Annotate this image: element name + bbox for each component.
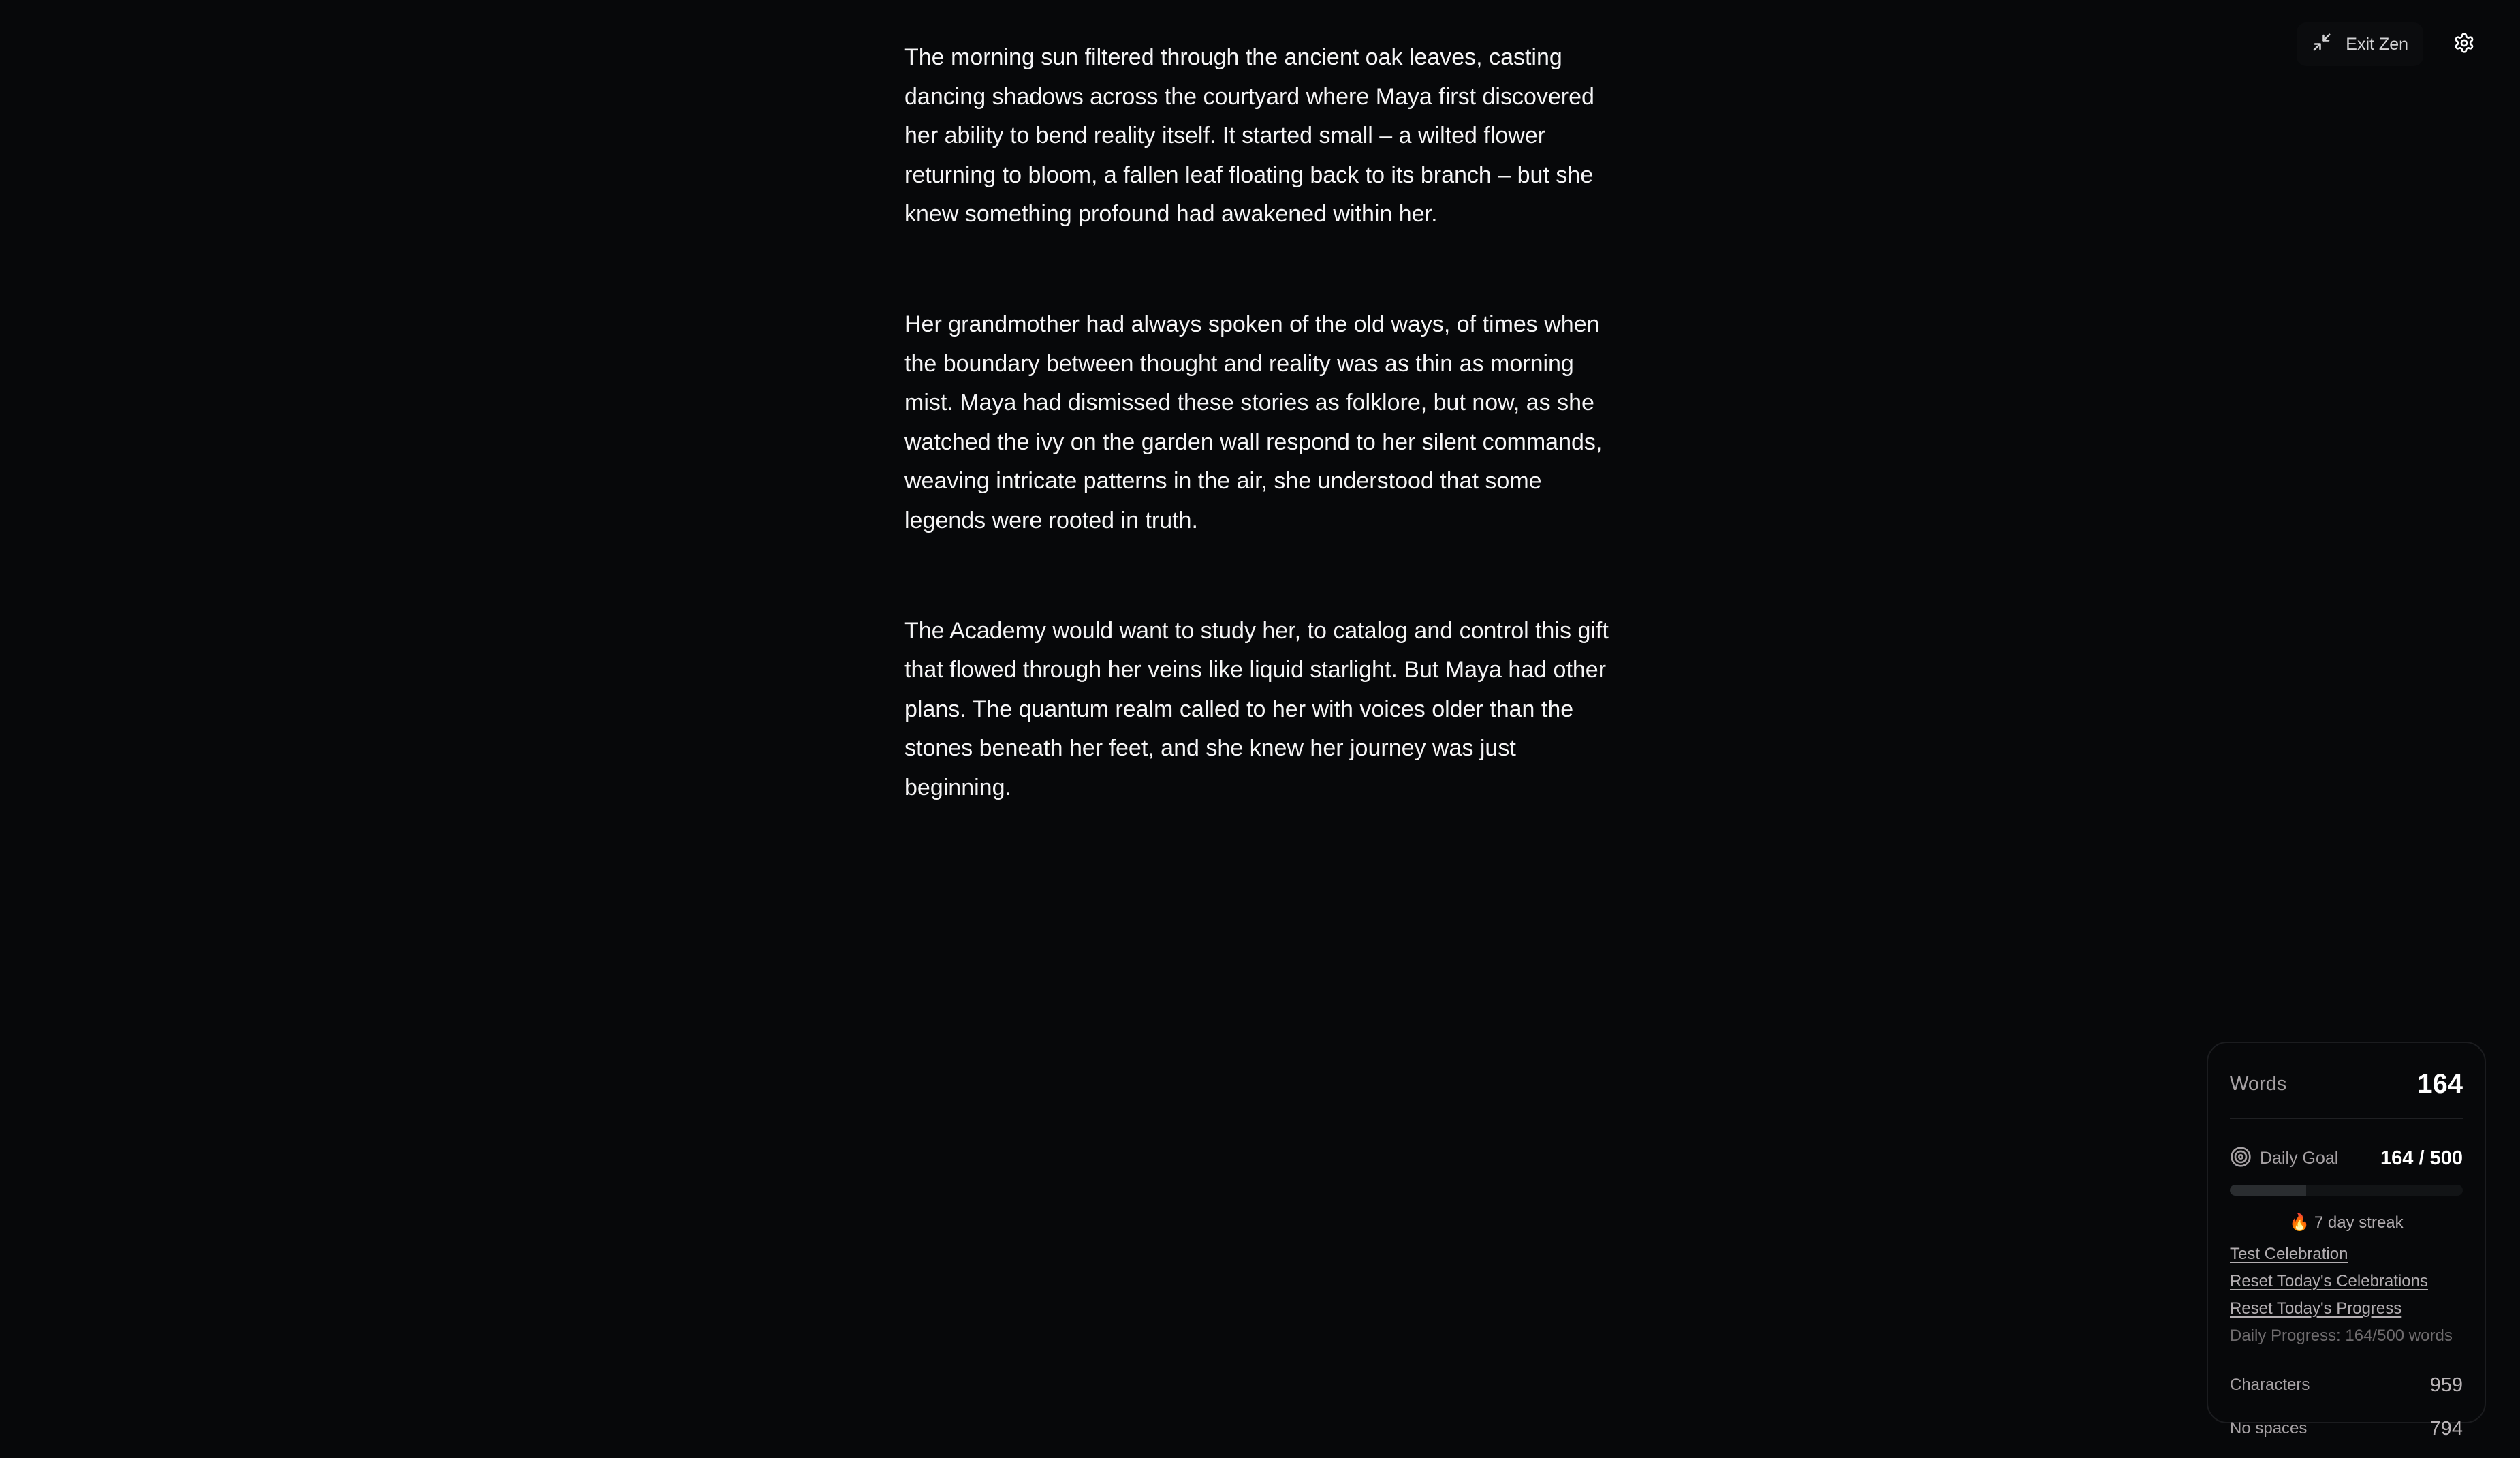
zen-editor[interactable] — [904, 38, 1626, 879]
words-row — [2230, 1050, 2463, 1119]
exit-zen-label: Exit Zen — [2346, 34, 2408, 54]
streak-label: 7 day streak — [2314, 1213, 2404, 1232]
stats-panel — [2207, 1042, 2486, 1440]
no-spaces-count: 794 — [2429, 1417, 2463, 1440]
no-spaces-label: No spaces — [2230, 1419, 2308, 1438]
paragraph[interactable]: The morning sun filtered through the ancient oak leaves, casting dancing shadows across the courtyard where Maya first discovered her ability to bend reality itself. It started small – a wilted flower returning to bloom, a fallen leaf floating back to its branch – but she knew something profound had awakened within her. — [904, 44, 1594, 228]
daily-goal-progress-bar — [2230, 1185, 2463, 1196]
characters-label: Characters — [2230, 1376, 2310, 1394]
paragraph[interactable]: The Academy would want to study her, to catalog and control this gift that flowed through her veins like liquid starlight. But Maya had other plans. The quantum realm called to her with voices older than the stones beneath her feet, and she knew her journey was just beginning. — [904, 617, 1609, 801]
words-count: 164 — [2417, 1068, 2463, 1099]
test-celebration-link[interactable]: Test Celebration — [2230, 1245, 2348, 1263]
daily-goal-value: 164 / 500 — [2380, 1147, 2463, 1169]
daily-goal-row — [2230, 1134, 2463, 1182]
daily-goal-label: Daily Goal — [2260, 1148, 2339, 1168]
characters-count: 959 — [2429, 1374, 2463, 1396]
reset-progress-link[interactable]: Reset Today's Progress — [2230, 1299, 2402, 1318]
reset-celebrations-link[interactable]: Reset Today's Celebrations — [2230, 1272, 2428, 1290]
daily-goal-progress-fill — [2230, 1185, 2306, 1196]
minimize-arrows-icon — [2312, 32, 2332, 57]
gear-icon — [2453, 32, 2475, 57]
target-icon — [2230, 1146, 2252, 1171]
settings-button[interactable] — [2442, 22, 2486, 66]
daily-progress-text: Daily Progress: 164/500 words — [2230, 1327, 2453, 1345]
paragraph[interactable]: Her grandmother had always spoken of the old ways, of times when the boundary between thought and reality was as thin as morning mist. Maya had dismissed these stories as folklore, but now, as she watched the ivy on the garden wall respond to her silent commands, weaving intricate patterns in the air, she understood that some legends were rooted in truth. — [904, 311, 1603, 533]
daily-goal-label-group — [2230, 1146, 2338, 1171]
characters-row — [2230, 1363, 2463, 1407]
top-toolbar — [2297, 20, 2520, 68]
no-spaces-row — [2230, 1407, 2463, 1451]
streak-indicator — [2230, 1209, 2463, 1237]
debug-links — [2230, 1241, 2463, 1350]
fire-icon: 🔥 — [2289, 1213, 2310, 1232]
exit-zen-button[interactable] — [2297, 22, 2423, 66]
words-label: Words — [2230, 1072, 2287, 1095]
